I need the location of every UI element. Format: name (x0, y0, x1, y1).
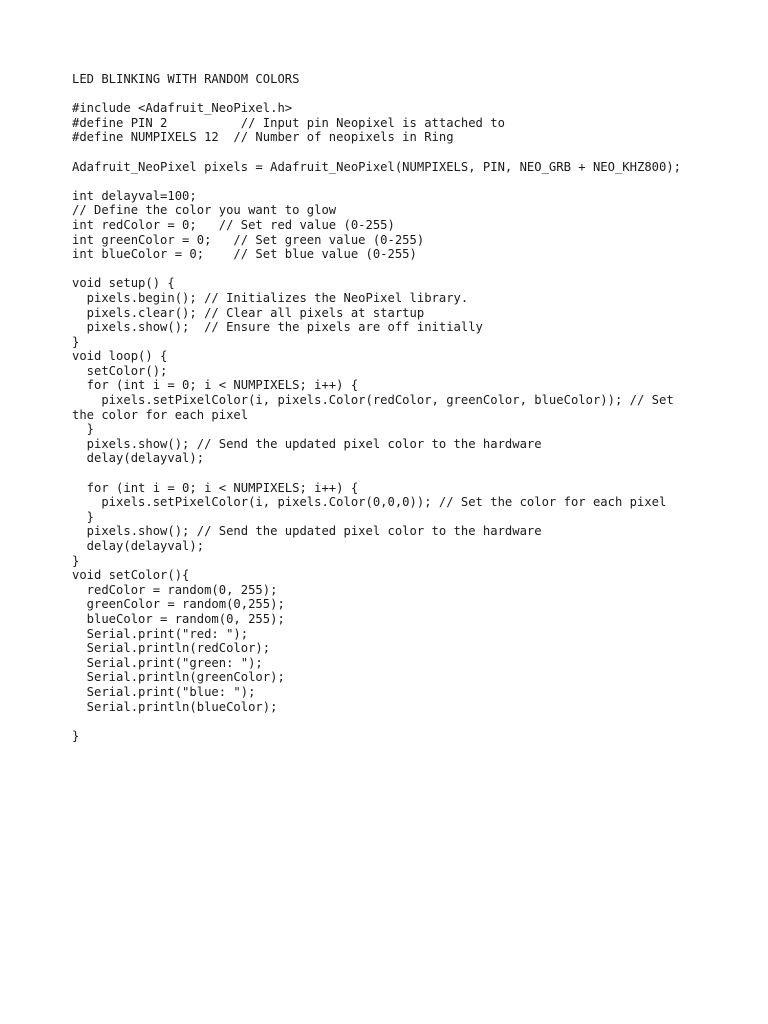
code-line: for (int i = 0; i < NUMPIXELS; i++) { (72, 480, 359, 495)
code-line: void setColor(){ (72, 568, 190, 583)
code-line: int delayval=100; (72, 188, 197, 203)
document-page (72, 72, 712, 743)
code-line: setColor(); (72, 363, 168, 378)
code-line: } (72, 422, 95, 437)
code-line: pixels.setPixelColor(i, pixels.Color(redColor, greenColor, blueColor)); // Set (72, 393, 674, 408)
code-line: } (72, 334, 80, 349)
code-line: Serial.print("blue: "); (72, 684, 256, 699)
code-line (72, 466, 712, 481)
code-line: pixels.show(); // Send the updated pixel color to the hardware (72, 524, 542, 539)
code-line: int greenColor = 0; // Set green value (0-255) (72, 232, 425, 247)
code-line: pixels.show(); // Send the updated pixel color to the hardware (72, 436, 542, 451)
code-line: void setup() { (72, 276, 175, 291)
code-line: #define PIN 2 // Input pin Neopixel is attached to (72, 115, 505, 130)
code-line: } (72, 553, 80, 568)
code-line: for (int i = 0; i < NUMPIXELS; i++) { (72, 378, 359, 393)
code-line: void loop() { (72, 349, 168, 364)
code-line: Serial.println(blueColor); (72, 699, 278, 714)
code-line: int blueColor = 0; // Set blue value (0-255) (72, 247, 417, 262)
code-line: delay(delayval); (72, 451, 205, 466)
code-line: #define NUMPIXELS 12 // Number of neopixels in Ring (72, 130, 454, 145)
code-line: greenColor = random(0,255); (72, 597, 285, 612)
code-line: the color for each pixel (72, 407, 249, 422)
code-line: #include <Adafruit_NeoPixel.h> (72, 101, 293, 116)
code-line (72, 87, 712, 102)
code-line: redColor = random(0, 255); (72, 582, 278, 597)
code-line: } (72, 509, 95, 524)
code-line: delay(delayval); (72, 539, 205, 553)
code-line (72, 145, 712, 160)
code-line: Serial.print("red: "); (72, 626, 249, 641)
document-title: LED BLINKING WITH RANDOM COLORS (72, 72, 300, 86)
code-line: Serial.println(redColor); (72, 641, 271, 656)
code-line: blueColor = random(0, 255); (72, 611, 285, 626)
code-line: pixels.clear(); // Clear all pixels at startup (72, 305, 425, 320)
code-line (72, 174, 712, 189)
code-line: Serial.print("green: "); (72, 655, 263, 670)
code-line: Serial.println(greenColor); (72, 670, 285, 685)
code-line (72, 714, 712, 729)
code-line: Adafruit_NeoPixel pixels = Adafruit_NeoPixel(NUMPIXELS, PIN, NEO_GRB + NEO_KHZ800); (72, 159, 682, 174)
code-line: } (72, 728, 80, 743)
code-line (72, 262, 712, 277)
code-line: pixels.begin(); // Initializes the NeoPixel library. (72, 290, 469, 305)
code-line: pixels.setPixelColor(i, pixels.Color(0,0,0)); // Set the color for each pixel (72, 495, 667, 510)
code-line: // Define the color you want to glow (72, 203, 337, 218)
code-line: pixels.show(); // Ensure the pixels are off initially (72, 320, 483, 335)
code-line: int redColor = 0; // Set red value (0-255) (72, 217, 395, 232)
